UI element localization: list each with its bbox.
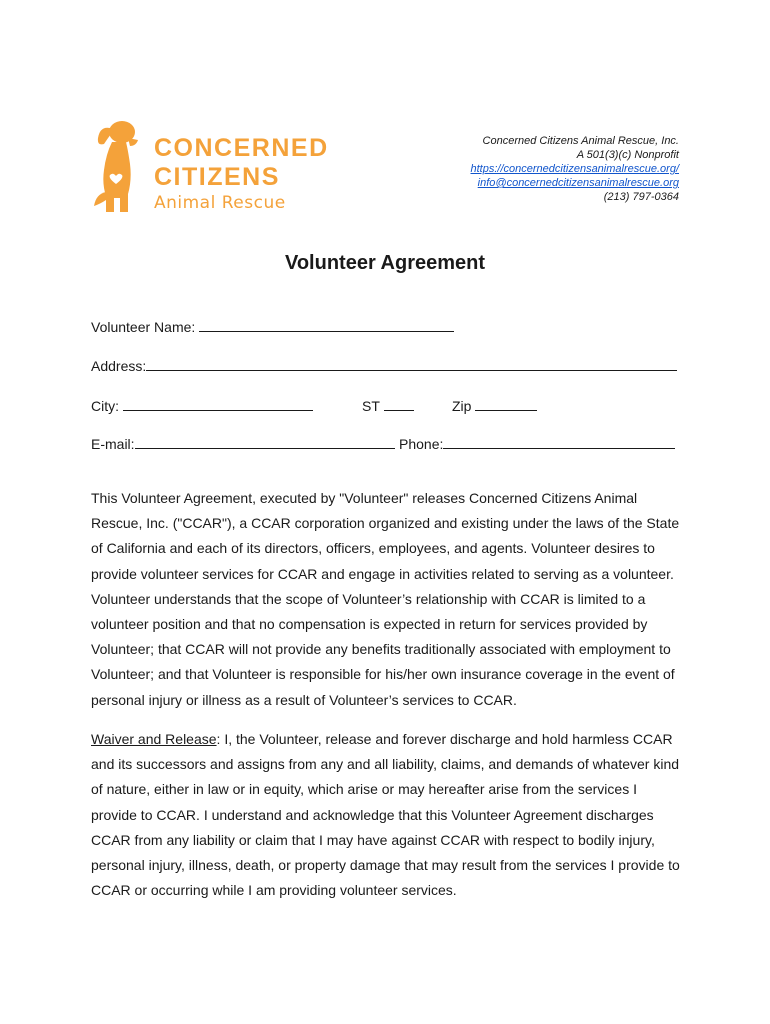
logo-line-2: CITIZENS (154, 163, 280, 191)
phone-blank[interactable] (443, 434, 675, 449)
address-field (91, 356, 677, 374)
city-field (91, 396, 313, 414)
org-email-link[interactable]: info@concernedcitizensanimalrescue.org (477, 177, 679, 189)
org-status: A 501(3)(c) Nonprofit (576, 149, 679, 161)
dog-silhouette-icon (92, 120, 140, 213)
email-field (91, 434, 395, 452)
zip-blank[interactable] (475, 396, 537, 411)
email-blank[interactable] (135, 434, 395, 449)
logo-line-1: CONCERNED (154, 134, 329, 162)
phone-field (399, 434, 675, 452)
city-blank[interactable] (123, 396, 313, 411)
email-label: E-mail: (91, 436, 135, 452)
city-label: City: (91, 398, 119, 414)
phone-label: Phone: (399, 436, 444, 452)
volunteer-name-field (91, 317, 454, 335)
volunteer-name-blank[interactable] (199, 317, 454, 332)
volunteer-name-label: Volunteer Name: (91, 319, 196, 335)
zip-label: Zip (452, 398, 472, 414)
logo-line-3: Animal Rescue (154, 193, 286, 213)
waiver-text: : I, the Volunteer, release and forever discharge and hold harmless CCAR and its successors and assigns from any and all liability, claims, and demands of whatever kind of nature, either in law or in equity, which arise or may hereafter arise from the services I provide to CCAR. I understand and acknowledge that this Volunteer Agreement discharges CCAR from any liability or claim that I may have against CCAR with respect to bodily injury, personal injury, illness, death, or property damage that may result from the services I provide to CCAR or occurring while I am providing volunteer services. (91, 731, 680, 899)
org-phone: (213) 797-0364 (603, 191, 679, 203)
org-name: Concerned Citizens Animal Rescue, Inc. (482, 135, 679, 147)
document-title: Volunteer Agreement (284, 252, 486, 274)
state-label: ST (362, 398, 380, 414)
zip-field (452, 396, 537, 414)
agreement-paragraph: This Volunteer Agreement, executed by "Volunteer" releases Concerned Citizens Animal Rescue, Inc. ("CCAR"), a CCAR corporation organized and existing under the laws of the State of California and each of its directors, officers, employees, and agents. Volunteer desires to provide volunteer services for CCAR and engage in activities related to serving as a volunteer. Volunteer understands that the scope of Volunteer’s relationship with CCAR is limited to a volunteer position and that no compensation is expected in return for services provided by Volunteer; that CCAR will not provide any benefits traditionally associated with employment to Volunteer; and that Volunteer is responsible for his/her own insurance coverage in the event of personal injury or illness as a result of Volunteer’s services to CCAR. (91, 490, 680, 708)
logo-wordmark (154, 134, 329, 214)
address-blank[interactable] (146, 356, 677, 371)
state-field (362, 396, 414, 414)
organization-contact-block (359, 134, 679, 204)
waiver-paragraph (91, 727, 681, 903)
organization-logo (92, 120, 352, 215)
address-label: Address: (91, 358, 147, 374)
org-website-link[interactable]: https://concernedcitizensanimalrescue.org/ (470, 163, 679, 175)
waiver-heading: Waiver and Release (91, 731, 217, 747)
state-blank[interactable] (384, 396, 414, 411)
